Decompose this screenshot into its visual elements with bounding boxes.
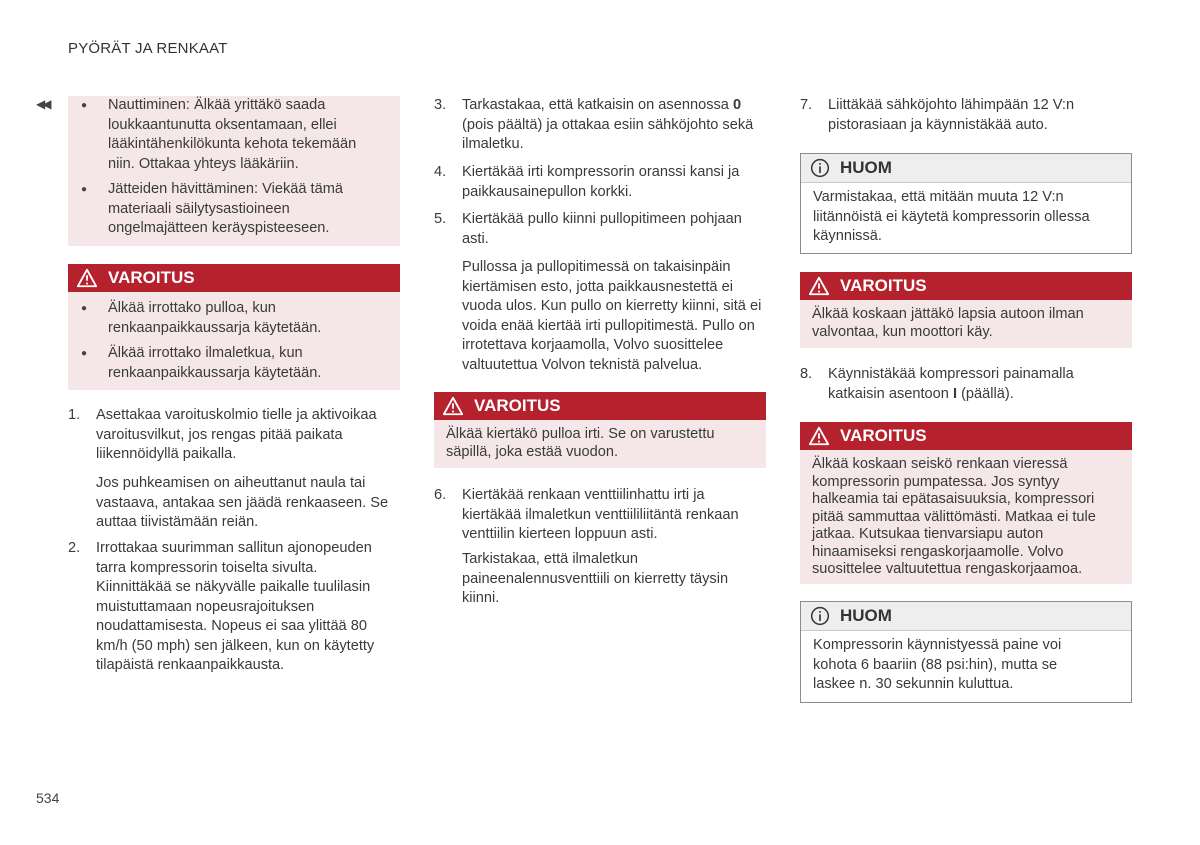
step-subtext: Jos puhkeamisen on aiheuttanut naula tai vastaava, antakaa sen jäädä renkaaseen. Se auttaa tiivistämään reiän. bbox=[96, 475, 389, 530]
step-subtext: Tarkistakaa, että ilmaletkun paineenalennusventtiili on kierretty täysin kiinni. bbox=[462, 551, 729, 606]
warning-text: Älkää koskaan jättäkö lapsia autoon ilman valvontaa, kun moottori käy. bbox=[800, 300, 1132, 348]
switch-position-one: I bbox=[952, 385, 958, 402]
step-text: Liittäkää sähköjohto lähimpään 12 V:n pistorasiaan ja käynnistäkää auto. bbox=[828, 97, 1075, 133]
step-text: Kiertäkää pullo kiinni pullopitimeen pohjaan asti. bbox=[462, 211, 742, 247]
step-number: 4. bbox=[434, 164, 447, 180]
warning-text: Älkää koskaan seiskö renkaan vieressä kompressorin pumpatessa. Jos syntyy halkeamia tai epätasaisuuksia, kompressori pitää sammuttaa välittömästi. Matkaa ei tule jatkaa. Kutsukaa tienvarsiapu auton hinaamiseksi rengaskorjaamolle. Volvo suosittelee valtuutettua rengaskorjaamoa. bbox=[800, 450, 1132, 584]
step-number: 7. bbox=[800, 97, 813, 113]
info-circle-icon bbox=[810, 606, 830, 626]
note-box-1 bbox=[800, 153, 1132, 254]
warning-triangle-icon bbox=[808, 425, 830, 447]
info-circle-icon bbox=[810, 158, 830, 178]
step-text: Tarkastakaa, että katkaisin on asennossa 0 (pois päältä) ja ottakaa esiin sähköjohto sekä ilmaletku. bbox=[462, 97, 754, 152]
step-text: Kiertäkää renkaan venttiilinhattu irti ja kiertäkää ilmaletkun venttiililiitäntä renkaan venttiilin kierteen loppuun asti. bbox=[462, 487, 739, 542]
warning-triangle-icon bbox=[76, 267, 98, 289]
warning-header bbox=[68, 264, 400, 292]
warning-box-3 bbox=[800, 272, 1132, 348]
step-text: Kiertäkää irti kompressorin oranssi kansi ja paikkausainepullon korkki. bbox=[462, 164, 740, 200]
warning-box-2 bbox=[434, 392, 766, 468]
switch-position-zero: 0 bbox=[732, 97, 742, 113]
step-number: 2. bbox=[68, 540, 81, 556]
warning-text: Älkää kiertäkö pulloa irti. Se on varustettu säpillä, joka estää vuodon. bbox=[434, 420, 766, 468]
note-header bbox=[801, 602, 1131, 631]
step-number: 8. bbox=[800, 366, 813, 382]
double-chevron-left-icon[interactable]: ◀◀ bbox=[36, 97, 49, 111]
warning-box-1 bbox=[68, 264, 400, 390]
warning-header bbox=[800, 272, 1132, 300]
warning-triangle-icon bbox=[442, 395, 464, 417]
note-header bbox=[801, 154, 1131, 183]
note-title: HUOM bbox=[840, 158, 892, 177]
step-text: Irrottakaa suurimman sallitun ajonopeuden tarra kompressorin toiselta sivulta. Kiinnittäkää se näkyvälle paikalle tuulilasin muistuttamaan nopeusrajoituksen noudattamisesta. Nopeus ei saa ylittää 80 km/h (50 mph) sen jälkeen, kun on käytetty tilapäistä renkaanpaikkausta. bbox=[96, 540, 375, 673]
warning-box-4 bbox=[800, 422, 1132, 584]
warning-title: VAROITUS bbox=[840, 426, 927, 445]
bullet-ingestion: ● Nauttiminen: Älkää yrittäkö saada loukkaantunutta oksentamaan, ellei lääkintähenkilökunta kehota tekemään niin. Ottakaa yhteys lääkäriin. bbox=[68, 96, 400, 174]
note-title: HUOM bbox=[840, 606, 892, 625]
step-number: 1. bbox=[68, 407, 81, 423]
hazard-info-continuation bbox=[68, 96, 400, 246]
step-text: Asettakaa varoituskolmio tielle ja aktivoikaa varoitusvilkut, jos rengas pitää paikata liikennöidyllä paikalla. bbox=[96, 407, 377, 462]
step-text: Käynnistäkää kompressori painamalla katkaisin asentoon I (päällä). bbox=[828, 366, 1074, 402]
note-text: Kompressorin käynnistyessä paine voi kohota 6 baariin (88 psi:hin), mutta se laskee n. 30 sekunnin kuluttua. bbox=[813, 637, 1062, 692]
warning-title: VAROITUS bbox=[474, 396, 561, 415]
warning-bullet: ● Älkää irrottako pulloa, kun renkaanpaikkaussarja käytetään. bbox=[68, 299, 390, 338]
warning-header bbox=[434, 392, 766, 420]
warning-header bbox=[800, 422, 1132, 450]
step-subtext: Pullossa ja pullopitimessä on takaisinpäin kiertämisen esto, jotta paikkausnestettä ei vuoda ulos. Kun pullo on kierretty kiinni, sitä ei voida enää kiertää irti pullopitimestä. Pullo on irrotettava korjaamolla, Volvo suosittelee valtuutettua Volvon teknistä palvelua. bbox=[462, 259, 762, 373]
page-number: 534 bbox=[36, 790, 60, 806]
step-number: 3. bbox=[434, 97, 447, 113]
warning-triangle-icon bbox=[808, 275, 830, 297]
warning-title: VAROITUS bbox=[108, 268, 195, 287]
warning-title: VAROITUS bbox=[840, 276, 927, 295]
warning-bullet: ● Älkää irrottako ilmaletkua, kun renkaanpaikkaussarja käytetään. bbox=[68, 344, 390, 383]
bullet-disposal: ● Jätteiden hävittäminen: Viekää tämä materiaali säilytysastioineen ongelmajätteen keräyspisteeseen. bbox=[68, 180, 400, 239]
page-header-title: PYÖRÄT JA RENKAAT bbox=[68, 40, 228, 57]
note-box-2 bbox=[800, 601, 1132, 703]
step-number: 6. bbox=[434, 487, 447, 503]
step-number: 5. bbox=[434, 211, 447, 227]
note-text: Varmistakaa, että mitään muuta 12 V:n liitännöistä ei käytetä kompressorin ollessa käynnissä. bbox=[813, 189, 1090, 244]
